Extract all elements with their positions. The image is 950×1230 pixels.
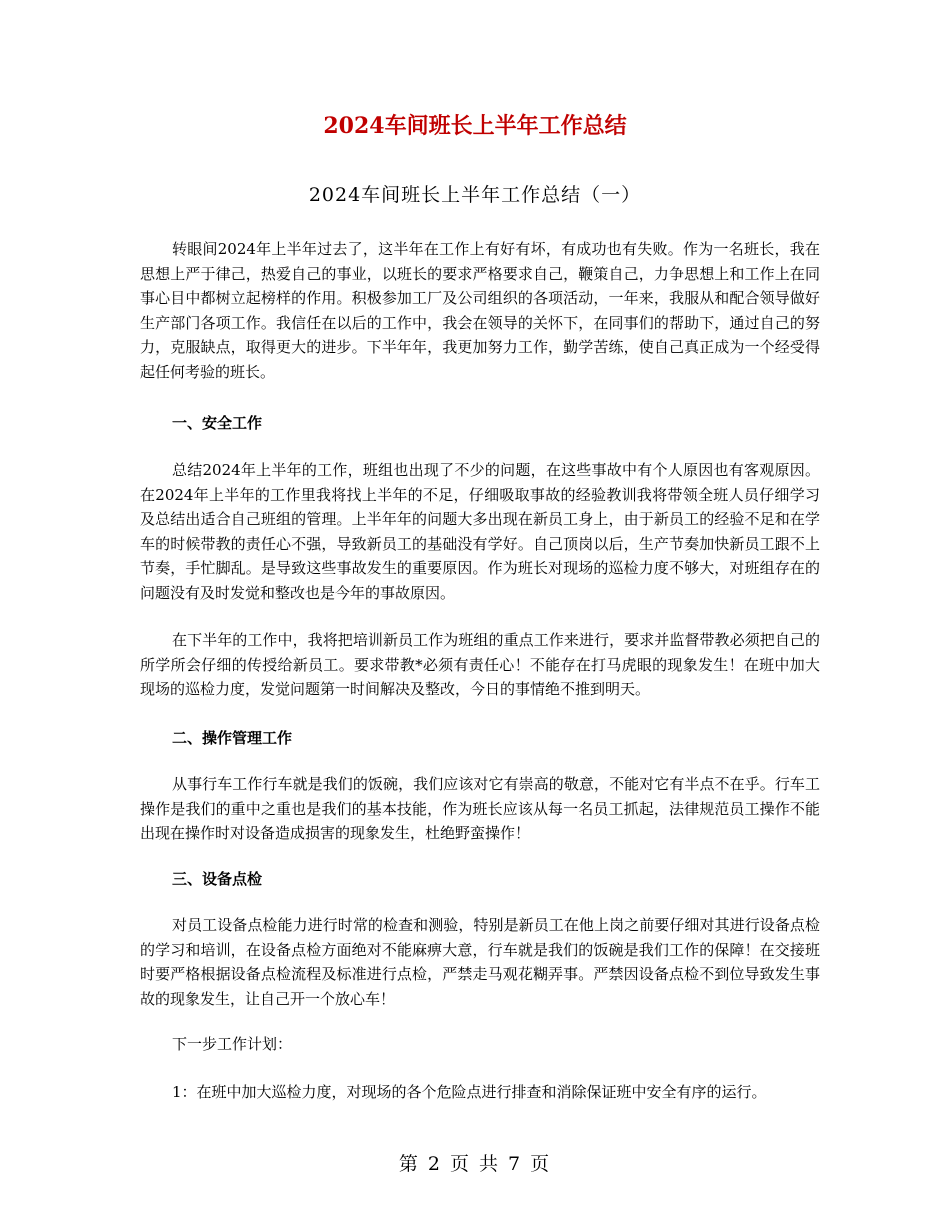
operation-paragraph: 从事行车工作行车就是我们的饭碗，我们应该对它有崇高的敬意，不能对它有半点不在乎。行车工操作是我们的重中之重也是我们的基本技能，作为班长应该从每一名员工抓起，法律规范员工操作不能出现在操作时对设备造成损害的现象发生，杜绝野蛮操作！ <box>140 775 820 842</box>
safety-paragraph-1: 总结2024年上半年的工作，班组也出现了不少的问题，在这些事故中有个人原因也有客观原因。在2024年上半年的工作里我将找上半年的不足，仔细吸取事故的经验教训我将带领全班人员仔细学习及总结出适合自己班组的管理。上半年年的问题大多出现在新员工身上，由于新员工的经验不足和在学车的时候带教的责任心不强，导致新员工的基础没有学好。自己顶岗以后，生产节奏加快新员工跟不上节奏，手忙脚乱。是导致这些事故发生的重要原因。作为班长对现场的巡检力度不够大，对班组存在的问题没有及时发觉和整改也是今年的事故原因。 <box>140 461 820 602</box>
section-subtitle: 2024车间班长上半年工作总结（一） <box>308 184 642 206</box>
heading-safety: 一、安全工作 <box>172 414 263 432</box>
safety-paragraph-2: 在下半年的工作中，我将把培训新员工作为班组的重点工作来进行，要求并监督带教必须把自己的所学所会仔细的传授给新员工。要求带教*必须有责任心！不能存在打马虎眼的现象发生！在班中加大现场的巡检力度，发觉问题第一时间解决及整改，今日的事情绝不推到明天。 <box>140 631 820 698</box>
heading-inspection: 三、设备点检 <box>172 870 263 888</box>
intro-paragraph: 转眼间2024年上半年过去了，这半年在工作上有好有坏，有成功也有失败。作为一名班长，我在思想上严于律己，热爱自己的事业，以班长的要求严格要求自己，鞭策自己，力争思想上和工作上在同事心目中都树立起榜样的作用。积极参加工厂及公司组织的各项活动，一年来，我服从和配合领导做好生产部门各项工作。我信任在以后的工作中，我会在领导的关怀下，在同事们的帮助下，通过自己的努力，克服缺点，取得更大的进步。下半年年，我更加努力工作，勤学苦练，使自己真正成为一个经受得起任何考验的班长。 <box>140 240 820 381</box>
inspection-paragraph: 对员工设备点检能力进行时常的检查和测验，特别是新员工在他上岗之前要仔细对其进行设备点检的学习和培训，在设备点检方面绝对不能麻痹大意，行车就是我们的饭碗是我们工作的保障！在交接班时要严格根据设备点检流程及标准进行点检，严禁走马观花糊弄事。严禁因设备点检不到位导致发生事故的现象发生，让自己开一个放心车！ <box>140 916 820 1008</box>
heading-operation: 二、操作管理工作 <box>172 729 293 747</box>
document-title: 2024车间班长上半年工作总结 <box>323 113 627 139</box>
plan-item-1: 1：在班中加大巡检力度，对现场的各个危险点进行排查和消除保证班中安全有序的运行。 <box>172 1083 767 1101</box>
page-footer: 第 2 页 共 7 页 <box>398 1153 552 1175</box>
plan-label: 下一步工作计划： <box>172 1035 293 1053</box>
